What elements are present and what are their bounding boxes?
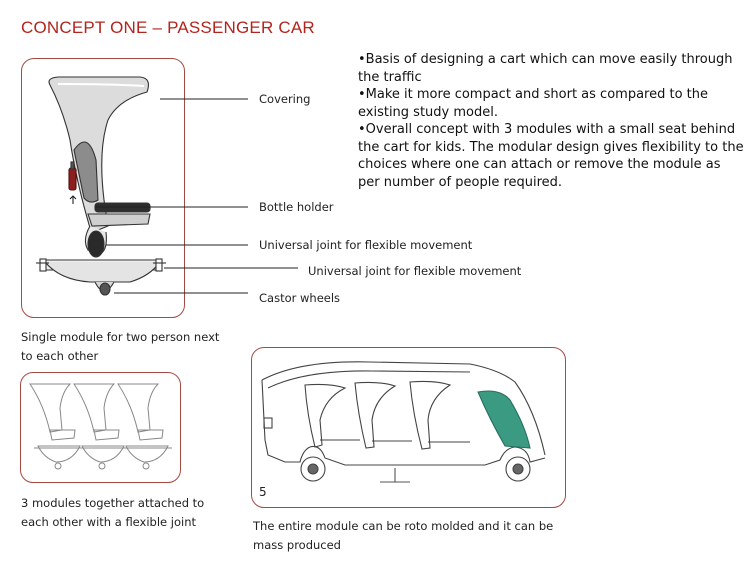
vehicle-sketch: [262, 362, 545, 482]
bullet-2: •Make it more compact and short as compared to the existing study model.: [358, 87, 708, 120]
module-sketch-1: [30, 384, 80, 469]
label-bottle-holder: Bottle holder: [259, 200, 334, 214]
module-sketch-3: [118, 384, 168, 469]
caption-roto-molded: The entire module can be roto molded and it can be mass produced: [253, 519, 554, 552]
bullet-1: •Basis of designing a cart which can move easily through the traffic: [358, 52, 733, 85]
label-covering: Covering: [259, 92, 311, 106]
single-module-sketch: [36, 77, 166, 295]
caption-single-module: Single module for two person next to each other: [21, 330, 220, 363]
page-title: CONCEPT ONE – PASSENGER CAR: [21, 18, 315, 37]
bullet-3: •Overall concept with 3 modules with a small seat behind the cart for kids. The modular design gives flexibility to the choices where one can attach or remove the module as per number of people required.: [358, 122, 744, 190]
page-number: 5: [259, 485, 267, 499]
label-castor-wheels: Castor wheels: [259, 291, 341, 305]
caption-three-modules: 3 modules together attached to each other with a flexible joint: [21, 496, 205, 529]
label-universal-joint-1: Universal joint for flexible movement: [259, 238, 473, 252]
three-modules-sketch: [30, 384, 172, 469]
label-universal-joint-2: Universal joint for flexible movement: [308, 264, 522, 278]
module-sketch-2: [74, 384, 124, 469]
